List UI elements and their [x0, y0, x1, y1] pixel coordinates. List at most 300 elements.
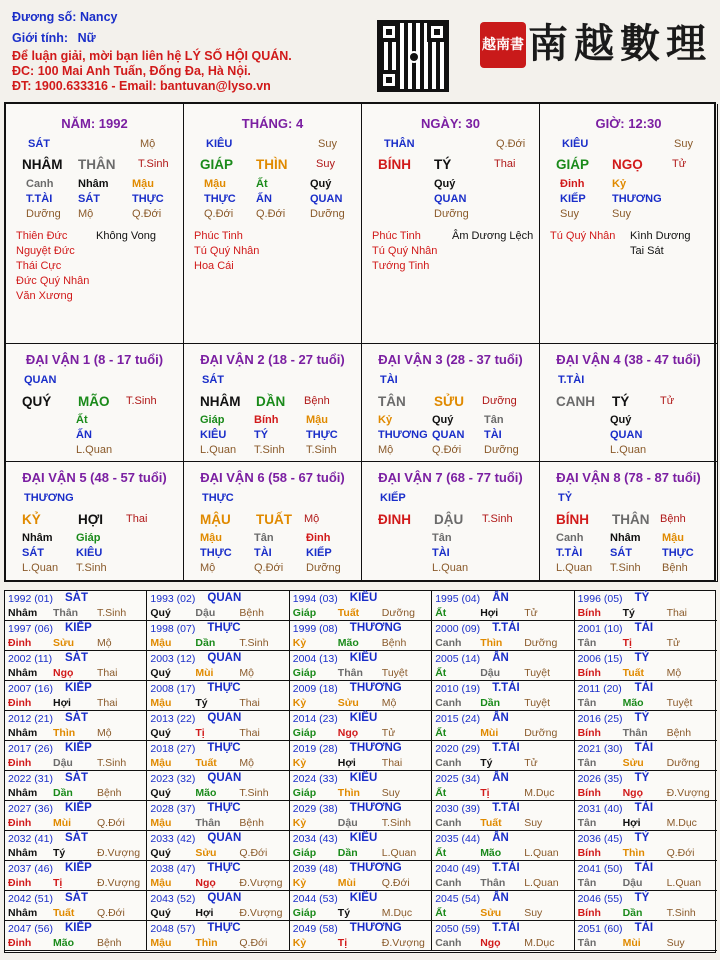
- year-cell[interactable]: [147, 741, 289, 771]
- pillar-top-state: Q.Đới: [496, 138, 526, 150]
- hidden-god: QUAN: [432, 429, 465, 441]
- year-label: 2005 (14): [435, 653, 481, 665]
- dai-van-title: ĐẠI VẬN 5 (48 - 57 tuổi): [22, 470, 167, 485]
- year-cell[interactable]: [290, 741, 432, 771]
- year-cell[interactable]: [290, 921, 432, 951]
- dai-van-state: Dưỡng: [482, 395, 517, 407]
- year-god: THỰC: [207, 922, 241, 934]
- year-state: Mộ: [381, 697, 397, 709]
- hidden-stem: Tân: [432, 532, 452, 544]
- dai-van-state: T.Sinh: [482, 513, 513, 525]
- year-stem: Canh: [435, 877, 462, 889]
- hidden-stem: Mậu: [662, 532, 684, 544]
- dai-van-top-god: SÁT: [202, 374, 224, 386]
- year-stem: Quý: [150, 907, 171, 919]
- year-state: Thai: [97, 697, 118, 709]
- pillar-branch-state: Suy: [316, 158, 335, 170]
- hidden-state: L.Quan: [22, 562, 59, 574]
- year-cell[interactable]: [432, 921, 574, 951]
- year-cell[interactable]: [147, 591, 289, 621]
- year-stem: Nhâm: [8, 607, 38, 619]
- year-label: 2018 (27): [150, 743, 196, 755]
- year-label: 2003 (12): [150, 653, 196, 665]
- hidden-state: L.Quan: [432, 562, 469, 574]
- star-item: Tướng Tinh: [372, 260, 430, 272]
- year-cell[interactable]: [575, 711, 717, 741]
- hidden-stem: Nhâm: [78, 178, 109, 190]
- year-branch: Sửu: [195, 847, 217, 859]
- year-god: SÁT: [65, 772, 88, 784]
- year-cell[interactable]: [147, 681, 289, 711]
- year-state: Q.Đới: [97, 817, 125, 829]
- dai-van-cell: [362, 462, 540, 582]
- dai-van-state: Bệnh: [304, 395, 330, 407]
- year-state: Mộ: [239, 757, 254, 769]
- year-cell[interactable]: [290, 651, 432, 681]
- year-god: TỶ: [634, 892, 650, 904]
- name-label: Đương số:: [12, 10, 77, 24]
- year-god: SÁT: [65, 592, 88, 604]
- year-state: T.Sinh: [239, 787, 269, 799]
- year-label: 2014 (23): [292, 713, 338, 725]
- year-stem: Đinh: [8, 937, 32, 949]
- pillar-top-state: Suy: [674, 138, 693, 150]
- year-label: 2000 (09): [435, 623, 481, 635]
- year-cell[interactable]: [575, 741, 717, 771]
- year-god: T.TÀI: [492, 682, 520, 694]
- year-branch: Dậu: [195, 607, 216, 619]
- year-stem: Kỷ: [292, 877, 307, 889]
- hidden-stem: Mậu: [200, 532, 222, 544]
- year-label: 2047 (56): [8, 923, 53, 935]
- year-cell[interactable]: [5, 831, 147, 861]
- dai-van-title: ĐẠI VẬN 6 (58 - 67 tuổi): [200, 470, 345, 485]
- year-state: Dưỡng: [381, 607, 415, 619]
- year-stem: Quý: [150, 667, 171, 679]
- year-stem: Bính: [577, 607, 601, 619]
- year-cell[interactable]: [147, 801, 289, 831]
- year-branch: Dần: [480, 697, 501, 709]
- year-branch: Dậu: [622, 877, 643, 889]
- dai-van-top-god: KIẾP: [380, 492, 406, 504]
- year-cell[interactable]: [5, 651, 147, 681]
- year-god: SÁT: [65, 712, 88, 724]
- year-branch: Ngọ: [622, 787, 644, 799]
- hidden-god: QUAN: [434, 193, 467, 205]
- year-god: KIÊU: [349, 592, 378, 604]
- dai-van-top-god: TÀI: [380, 374, 398, 386]
- year-label: 2028 (37): [150, 803, 196, 815]
- year-stem: Mậu: [150, 757, 172, 769]
- year-branch: Mão: [480, 847, 502, 859]
- pillar-branch: NGỌ: [612, 157, 643, 172]
- year-label: 2030 (39): [435, 803, 481, 815]
- year-state: Thai: [666, 607, 688, 619]
- year-god: ẤN: [492, 652, 509, 664]
- hidden-state: Mộ: [378, 444, 394, 456]
- year-label: 2049 (58): [292, 923, 338, 935]
- pillar-top-god: KIÊU: [206, 138, 233, 150]
- year-stem: Đinh: [8, 637, 32, 649]
- star-item: Phúc Tinh: [194, 230, 243, 242]
- year-god: THỰC: [207, 802, 241, 814]
- year-label: 2004 (13): [292, 653, 338, 665]
- year-cell[interactable]: [432, 861, 574, 891]
- year-cell[interactable]: [147, 621, 289, 651]
- year-branch: Thân: [337, 667, 363, 679]
- year-state: Mộ: [97, 637, 112, 649]
- year-label: 2001 (10): [577, 623, 623, 635]
- year-state: T.Sinh: [381, 817, 411, 829]
- year-branch: Tý: [53, 847, 66, 859]
- hidden-god: THỰC: [204, 193, 236, 205]
- dai-van-top-god: TỶ: [558, 492, 573, 504]
- star-item: Tú Quý Nhân: [550, 230, 616, 242]
- year-cell[interactable]: [290, 711, 432, 741]
- dai-van-branch: THÂN: [612, 512, 650, 527]
- year-stem: Giáp: [292, 607, 317, 619]
- year-branch: Thìn: [53, 727, 76, 739]
- year-branch: Mão: [53, 937, 74, 949]
- pillar-branch: THÂN: [78, 157, 116, 172]
- year-cell[interactable]: [290, 861, 432, 891]
- year-god: KIÊU: [349, 712, 378, 724]
- year-stem: Đinh: [8, 697, 32, 709]
- star-item: Không Vong: [96, 230, 156, 242]
- year-state: Q.Đới: [381, 877, 410, 889]
- hidden-stem: Quý: [432, 414, 454, 426]
- year-cell[interactable]: [290, 771, 432, 801]
- year-branch: Tị: [337, 937, 348, 949]
- hidden-state: Suy: [612, 208, 631, 220]
- year-state: M.Dục: [524, 937, 555, 949]
- pillar-branch: TÝ: [434, 157, 452, 172]
- pillar-title: NGÀY: 30: [421, 116, 480, 131]
- phone-line[interactable]: ĐT: 1900.633316 - Email: bantuvan@lyso.vn: [12, 79, 271, 93]
- year-state: Đ.Vượng: [381, 937, 425, 949]
- dai-van-title: ĐẠI VẬN 8 (78 - 87 tuổi): [556, 470, 701, 485]
- year-cell[interactable]: [575, 921, 717, 951]
- year-label: 2027 (36): [8, 803, 53, 815]
- hidden-stem: Quý: [434, 178, 456, 190]
- hidden-god: QUAN: [310, 193, 343, 205]
- year-label: 2046 (55): [577, 893, 623, 905]
- year-branch: Tý: [480, 757, 493, 769]
- year-state: M.Dục: [524, 787, 555, 799]
- dai-van-stem: TÂN: [378, 394, 406, 409]
- year-stem: Nhâm: [8, 667, 38, 679]
- year-branch: Ngọ: [53, 667, 74, 679]
- year-cell[interactable]: [5, 741, 147, 771]
- year-god: TỶ: [634, 652, 650, 664]
- year-cell[interactable]: [575, 621, 717, 651]
- year-god: THỰC: [207, 742, 241, 754]
- gender-row: [12, 31, 96, 45]
- year-label: 2045 (54): [435, 893, 481, 905]
- year-stem: Kỷ: [292, 637, 307, 649]
- hidden-god: THỰC: [662, 547, 694, 559]
- year-god: ẤN: [492, 832, 509, 844]
- year-state: Dưỡng: [524, 727, 558, 739]
- year-god: TÀI: [634, 802, 654, 814]
- year-cell[interactable]: [432, 771, 574, 801]
- hidden-god: TÀI: [484, 429, 502, 441]
- hidden-state: L.Quan: [200, 444, 237, 456]
- hidden-state: Q.Đới: [254, 562, 284, 574]
- year-cell[interactable]: [575, 861, 717, 891]
- year-cell[interactable]: [5, 681, 147, 711]
- year-god: T.TÀI: [492, 922, 520, 934]
- year-god: THỰC: [207, 862, 241, 874]
- year-state: Tuyệt: [381, 667, 408, 679]
- hidden-state: L.Quan: [76, 444, 113, 456]
- year-god: TÀI: [634, 622, 654, 634]
- year-cell[interactable]: [432, 741, 574, 771]
- year-cell[interactable]: [5, 591, 147, 621]
- year-cell[interactable]: [432, 801, 574, 831]
- star-item: Hoa Cái: [194, 260, 234, 272]
- year-god: TÀI: [634, 742, 654, 754]
- year-stem: Kỷ: [292, 697, 307, 709]
- year-label: 2011 (20): [577, 683, 622, 695]
- year-state: T.Sinh: [97, 757, 127, 769]
- year-branch: Sửu: [480, 907, 502, 919]
- year-branch: Sửu: [622, 757, 644, 769]
- year-state: Q.Đới: [239, 847, 268, 859]
- year-branch: Dần: [337, 847, 358, 859]
- year-state: Q.Đới: [97, 907, 125, 919]
- hidden-god: TÀI: [432, 547, 450, 559]
- hidden-state: Bệnh: [662, 562, 688, 574]
- year-stem: Mậu: [150, 697, 172, 709]
- dai-van-branch: SỬU: [434, 394, 464, 409]
- hidden-stem: Giáp: [200, 414, 225, 426]
- year-branch: Tuất: [337, 607, 360, 619]
- year-cell[interactable]: [575, 651, 717, 681]
- year-cell[interactable]: [5, 621, 147, 651]
- year-cell[interactable]: [575, 831, 717, 861]
- year-label: 2035 (44): [435, 833, 481, 845]
- year-branch: Thìn: [622, 847, 645, 859]
- year-god: KIÊU: [349, 892, 378, 904]
- pillar-grid: [4, 102, 716, 582]
- year-stem: Ất: [435, 667, 447, 679]
- year-branch: Ngọ: [337, 727, 359, 739]
- year-cell[interactable]: [147, 651, 289, 681]
- year-stem: Bính: [577, 907, 601, 919]
- year-stem: Nhâm: [8, 907, 38, 919]
- year-cell[interactable]: [432, 591, 574, 621]
- year-label: 1997 (06): [8, 623, 53, 635]
- star-item: Tú Quý Nhân: [372, 245, 438, 257]
- year-branch: Dần: [195, 637, 216, 649]
- year-stem: Giáp: [292, 787, 317, 799]
- hidden-state: Dưỡng: [26, 208, 61, 220]
- hidden-stem: Giáp: [76, 532, 101, 544]
- year-cell[interactable]: [147, 861, 289, 891]
- year-label: 2034 (43): [292, 833, 338, 845]
- year-state: Tuyệt: [524, 667, 551, 679]
- hidden-stem: Kỷ: [612, 178, 627, 190]
- brand-logo: 南越數理: [528, 20, 712, 67]
- year-cell[interactable]: [432, 711, 574, 741]
- year-state: Bệnh: [239, 607, 264, 619]
- dai-van-cell: [6, 344, 184, 462]
- dai-van-state: T.Sinh: [126, 395, 157, 407]
- year-label: 2007 (16): [8, 683, 53, 695]
- year-branch: Tuất: [53, 907, 75, 919]
- year-god: TỶ: [634, 832, 650, 844]
- year-branch: Mùi: [337, 877, 356, 889]
- year-state: Suy: [524, 907, 543, 919]
- year-branch: Tý: [337, 907, 351, 919]
- star-item: Phúc Tinh: [372, 230, 421, 242]
- year-cell[interactable]: [290, 891, 432, 921]
- year-label: 2008 (17): [150, 683, 196, 695]
- year-table: [4, 590, 716, 953]
- year-stem: Kỷ: [292, 757, 307, 769]
- hidden-state: Q.Đới: [256, 208, 286, 220]
- year-label: 1992 (01): [8, 593, 53, 605]
- dai-van-cell: [184, 462, 362, 582]
- year-cell[interactable]: [147, 921, 289, 951]
- year-god: KIẾP: [65, 682, 92, 694]
- year-stem: Kỷ: [292, 817, 307, 829]
- pillar-cell: [362, 104, 540, 344]
- star-item: Âm Dương Lệch: [452, 230, 534, 242]
- year-state: Đ.Vượng: [239, 907, 283, 919]
- year-label: 2025 (34): [435, 773, 481, 785]
- year-branch: Tuất: [622, 667, 644, 679]
- year-cell[interactable]: [432, 891, 574, 921]
- pillar-stem: NHÂM: [22, 157, 63, 172]
- hidden-stem: Ất: [256, 178, 268, 190]
- year-branch: Mão: [195, 787, 217, 799]
- hidden-god: KIẾP: [306, 547, 332, 559]
- year-label: 2017 (26): [8, 743, 53, 755]
- year-label: 2039 (48): [292, 863, 338, 875]
- year-cell[interactable]: [5, 921, 147, 951]
- pillar-stem: BÍNH: [378, 157, 411, 172]
- year-cell[interactable]: [432, 831, 574, 861]
- year-label: 2041 (50): [577, 863, 623, 875]
- hidden-state: Dưỡng: [434, 208, 469, 220]
- pillar-top-state: Suy: [318, 138, 337, 150]
- year-stem: Giáp: [292, 667, 317, 679]
- dai-van-branch: TUẤT: [256, 512, 292, 527]
- year-cell[interactable]: [147, 831, 289, 861]
- hidden-state: L.Quan: [610, 444, 647, 456]
- year-cell[interactable]: [147, 711, 289, 741]
- year-branch: Tị: [53, 877, 63, 889]
- year-label: 2023 (32): [150, 773, 196, 785]
- year-label: 1998 (07): [150, 623, 196, 635]
- pillar-top-god: KIÊU: [562, 138, 589, 150]
- year-cell[interactable]: [575, 591, 717, 621]
- year-branch: Dậu: [53, 757, 73, 769]
- year-god: TỶ: [634, 712, 650, 724]
- year-label: 2051 (60): [577, 923, 623, 935]
- hidden-god: T.TÀI: [556, 547, 583, 559]
- year-cell[interactable]: [290, 831, 432, 861]
- year-god: QUAN: [207, 892, 242, 904]
- year-cell[interactable]: [290, 801, 432, 831]
- year-label: 2013 (22): [150, 713, 196, 725]
- hidden-stem: Nhâm: [610, 532, 641, 544]
- dai-van-top-god: THƯƠNG: [24, 492, 74, 504]
- year-branch: Hợi: [622, 817, 641, 829]
- year-cell[interactable]: [432, 651, 574, 681]
- year-cell[interactable]: [575, 801, 717, 831]
- year-cell[interactable]: [5, 771, 147, 801]
- year-god: TÀI: [634, 922, 654, 934]
- year-stem: Tân: [577, 757, 597, 769]
- year-cell[interactable]: [290, 681, 432, 711]
- year-label: 2042 (51): [8, 893, 53, 905]
- year-god: QUAN: [207, 652, 242, 664]
- year-cell[interactable]: [575, 771, 717, 801]
- year-stem: Tân: [577, 877, 597, 889]
- year-cell[interactable]: [290, 591, 432, 621]
- year-state: Tử: [381, 727, 396, 739]
- year-branch: Tuất: [480, 817, 502, 829]
- year-stem: Mậu: [150, 877, 172, 889]
- year-state: L.Quan: [381, 847, 417, 859]
- hidden-stem: Nhâm: [22, 532, 53, 544]
- year-cell[interactable]: [575, 891, 717, 921]
- hidden-god: KIÊU: [76, 547, 103, 559]
- dai-van-cell: [540, 462, 718, 582]
- year-state: Đ.Vượng: [97, 847, 141, 859]
- year-cell[interactable]: [5, 711, 147, 741]
- dai-van-cell: [184, 344, 362, 462]
- star-item: Kình Dương: [630, 230, 691, 242]
- contact-line: Để luận giải, mời bạn liên hệ LÝ SỐ HỘI QUÁN.: [12, 49, 292, 63]
- year-branch: Hợi: [195, 907, 214, 919]
- hidden-stem: Tân: [254, 532, 274, 544]
- year-branch: Sửu: [53, 637, 75, 649]
- year-god: T.TÀI: [492, 862, 520, 874]
- year-cell[interactable]: [290, 621, 432, 651]
- year-god: THỰC: [207, 682, 241, 694]
- year-cell[interactable]: [575, 681, 717, 711]
- year-cell[interactable]: [5, 861, 147, 891]
- dai-van-title: ĐẠI VẬN 4 (38 - 47 tuổi): [556, 352, 701, 367]
- hidden-stem: Quý: [310, 178, 332, 190]
- year-state: L.Quan: [524, 847, 559, 859]
- dai-van-state: Thai: [126, 513, 148, 525]
- year-cell[interactable]: [5, 801, 147, 831]
- year-branch: Hợi: [337, 757, 356, 769]
- year-cell[interactable]: [147, 771, 289, 801]
- year-god: SÁT: [65, 652, 88, 664]
- year-branch: Mùi: [53, 817, 72, 829]
- pillar-top-god: THÂN: [384, 138, 415, 150]
- year-label: 2002 (11): [8, 653, 53, 665]
- hidden-stem: Mậu: [132, 178, 154, 190]
- year-cell[interactable]: [432, 621, 574, 651]
- year-cell[interactable]: [147, 891, 289, 921]
- year-cell[interactable]: [432, 681, 574, 711]
- year-state: Bệnh: [97, 937, 122, 949]
- year-state: Bệnh: [97, 787, 122, 799]
- hidden-god: THƯƠNG: [378, 429, 428, 441]
- qr-code-icon[interactable]: [377, 20, 449, 92]
- year-branch: Thìn: [337, 787, 360, 799]
- year-stem: Quý: [150, 847, 171, 859]
- year-stem: Nhâm: [8, 847, 38, 859]
- year-cell[interactable]: [5, 891, 147, 921]
